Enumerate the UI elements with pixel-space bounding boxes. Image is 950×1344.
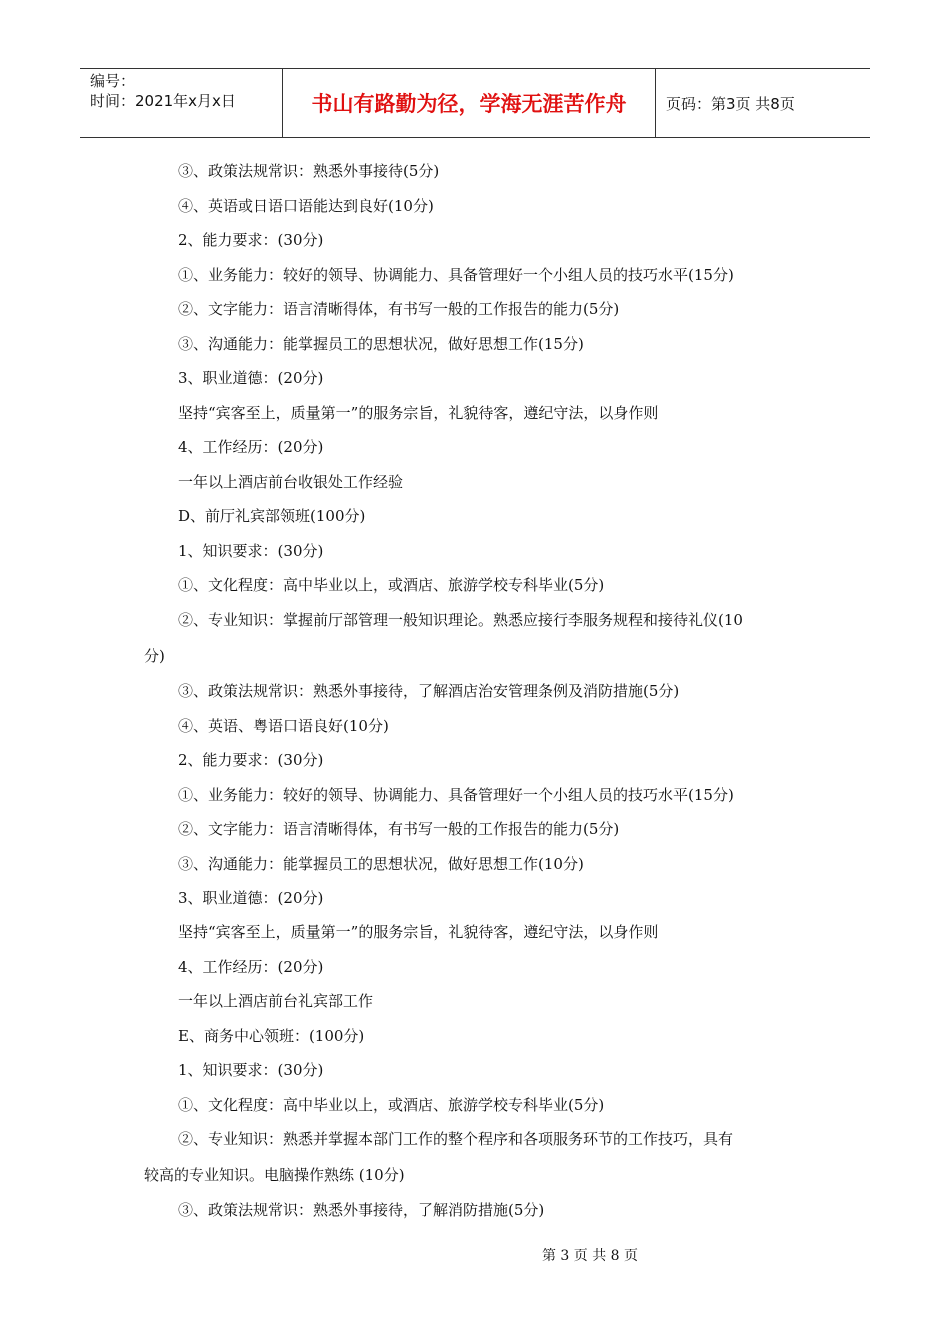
text-line: 3、职业道德：(20分) xyxy=(178,889,324,907)
text-line: ④、英语、粤语口语良好(10分) xyxy=(178,717,389,735)
text-line: 一年以上酒店前台收银处工作经验 xyxy=(178,473,404,491)
text-line: 2、能力要求：(30分) xyxy=(178,751,324,769)
text-line: 4、工作经历：(20分) xyxy=(178,958,324,976)
footer-page-number: 第 3 页 共 8 页 xyxy=(541,1248,639,1264)
text-line: 分) xyxy=(144,647,165,665)
text-line: 坚持“宾客至上，质量第一”的服务宗旨，礼貌待客，遵纪守法，以身作则 xyxy=(178,923,659,941)
section-heading: D、前厅礼宾部领班(100分) xyxy=(178,507,366,525)
section-heading: E、商务中心领班：(100分) xyxy=(178,1027,365,1045)
text-line: ②、文字能力：语言清晰得体，有书写一般的工作报告的能力(5分) xyxy=(178,300,620,318)
text-line: ④、英语或日语口语能达到良好(10分) xyxy=(178,197,434,215)
header-motto: 书山有路勤为径，学海无涯苦作舟 xyxy=(283,69,656,137)
text-line: 较高的专业知识。电脑操作熟练 (10分) xyxy=(144,1166,405,1184)
page-header xyxy=(80,68,870,138)
page-footer xyxy=(0,1245,950,1265)
text-line: ②、文字能力：语言清晰得体，有书写一般的工作报告的能力(5分) xyxy=(178,820,620,838)
text-line: ①、文化程度：高中毕业以上，或酒店、旅游学校专科毕业(5分) xyxy=(178,576,605,594)
header-page-number: 页码：第3页 共8页 xyxy=(666,94,795,113)
text-line: ②、专业知识：熟悉并掌握本部门工作的整个程序和各项服务环节的工作技巧，具有 xyxy=(178,1130,734,1148)
text-line: ①、业务能力：较好的领导、协调能力、具备管理好一个小组人员的技巧水平(15分) xyxy=(178,266,734,284)
text-line: ①、业务能力：较好的领导、协调能力、具备管理好一个小组人员的技巧水平(15分) xyxy=(178,786,734,804)
header-info-cell xyxy=(80,69,283,137)
text-line: ③、政策法规常识：熟悉外事接待，了解酒店治安管理条例及消防措施(5分) xyxy=(178,682,680,700)
text-line: 2、能力要求：(30分) xyxy=(178,231,324,249)
text-line: ③、沟通能力：能掌握员工的思想状况，做好思想工作(10分) xyxy=(178,855,584,873)
text-line: 1、知识要求：(30分) xyxy=(178,542,324,560)
text-line: ②、专业知识：掌握前厅部管理一般知识理论。熟悉应接行李服务规程和接待礼仪(10 xyxy=(178,611,743,629)
text-line: 4、工作经历：(20分) xyxy=(178,438,324,456)
text-line: ③、沟通能力：能掌握员工的思想状况，做好思想工作(15分) xyxy=(178,335,584,353)
text-line: ③、政策法规常识：熟悉外事接待(5分) xyxy=(178,162,440,180)
number-label: 编号： xyxy=(90,72,136,90)
text-line: ③、政策法规常识：熟悉外事接待，了解消防措施(5分) xyxy=(178,1201,545,1219)
time-label: 时间：2021年x月x日 xyxy=(90,92,236,110)
text-line: 1、知识要求：(30分) xyxy=(178,1061,324,1079)
text-line: ①、文化程度：高中毕业以上，或酒店、旅游学校专科毕业(5分) xyxy=(178,1096,605,1114)
text-line: 3、职业道德：(20分) xyxy=(178,369,324,387)
text-line: 一年以上酒店前台礼宾部工作 xyxy=(178,992,374,1010)
text-line: 坚持“宾客至上，质量第一”的服务宗旨，礼貌待客，遵纪守法，以身作则 xyxy=(178,404,659,422)
